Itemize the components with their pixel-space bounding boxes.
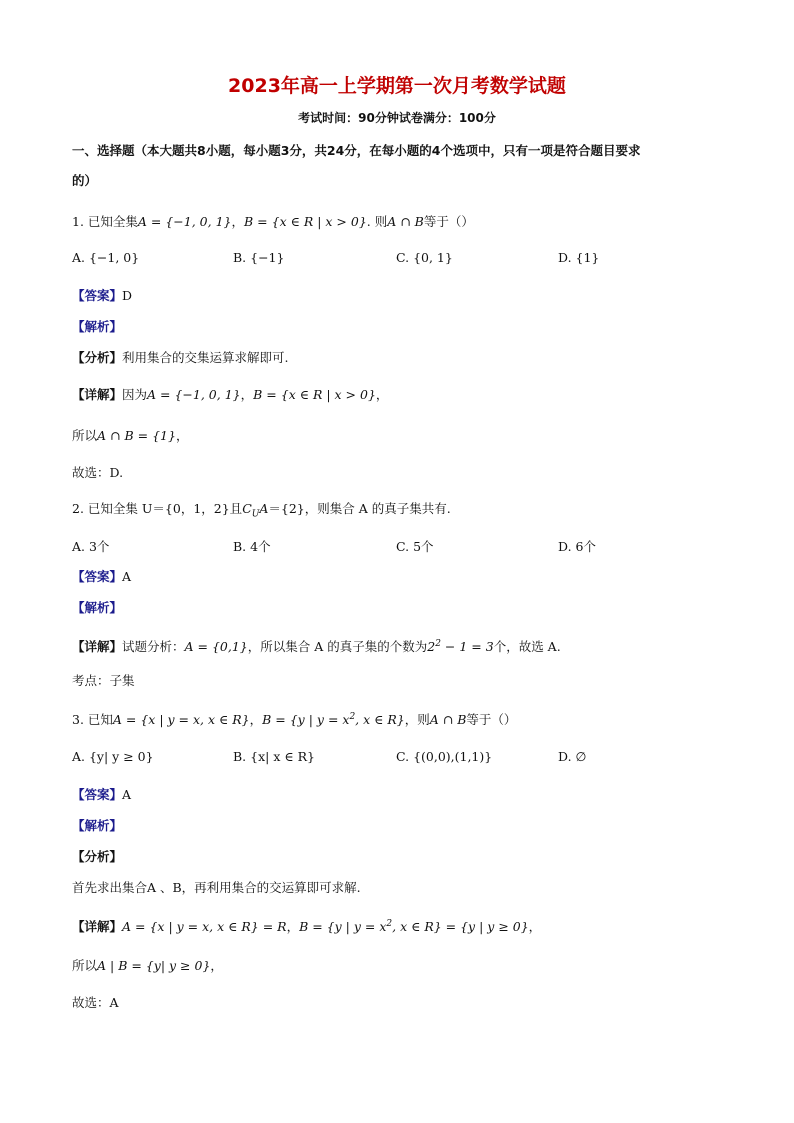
q1-option-b: B. {−1} — [233, 250, 285, 265]
q3-option-a: A. {y| y ≥ 0} — [72, 749, 154, 764]
section-heading-cont: 的） — [72, 173, 98, 188]
q3-detail: 【详解】A = {x | y = x, x ∈ R} = R，B = {y | $y = x^2$, x ∈ R} = {y | y ≥ 0}， — [72, 919, 542, 935]
q3-result: 所以A | B = {y| y ≥ 0}， — [72, 958, 223, 973]
q3-choose: 故选：A — [72, 995, 119, 1010]
q3-option-c: C. {(0,0),(1,1)} — [396, 749, 493, 764]
q1-analysis-label: 【解析】 — [72, 319, 123, 334]
q3-answer: 【答案】A — [72, 787, 132, 802]
q2-kaodian: 考点：子集 — [72, 673, 135, 688]
q3-analysis-label: 【解析】 — [72, 818, 123, 833]
q1-answer: 【答案】D — [72, 288, 133, 303]
q1-option-a: A. {−1, 0} — [72, 250, 140, 265]
q2-option-d: D. 6个 — [558, 539, 596, 554]
q2-answer: 【答案】A — [72, 569, 132, 584]
q3-option-d: D. ∅ — [558, 749, 587, 764]
q1-option-c: C. {0, 1} — [396, 250, 453, 265]
q2-option-a: A. 3个 — [72, 539, 110, 554]
q2-option-b: B. 4个 — [233, 539, 271, 554]
q1-choose: 故选：D. — [72, 465, 124, 480]
q3-fenxi-label: 【分析】 — [72, 849, 123, 864]
q2-option-c: C. 5个 — [396, 539, 434, 554]
question-3-stem: 3. 已知A = {x | y = x, x ∈ R}，B = {y | $y = x^2$, x ∈ R}，则A ∩ B等于（） — [72, 712, 517, 728]
q2-analysis-label: 【解析】 — [72, 600, 123, 615]
section-heading: 一、选择题（本大题共8小题，每小题3分，共24分，在每小题的4个选项中，只有一项是符合题目要求 — [72, 143, 641, 158]
question-2-stem: 2. 已知全集 U＝{0，1，2}且$C_UA=\{2\}$，则集合 A 的真子集共有. — [72, 501, 451, 520]
question-1-stem: 1. 已知全集A = {−1, 0, 1}，B = {x ∈ R | x > 0}. 则A ∩ B等于（） — [72, 214, 474, 229]
q1-result: 所以A ∩ B = {1}， — [72, 428, 189, 443]
q1-option-d: D. {1} — [558, 250, 600, 265]
exam-info: 考试时间：90分钟试卷满分：100分 — [298, 111, 496, 125]
page-title: 2023年高一上学期第一次月考数学试题 — [228, 75, 566, 97]
q1-fenxi: 【分析】利用集合的交集运算求解即可. — [72, 350, 289, 365]
q1-detail: 【详解】因为A = {−1, 0, 1}，B = {x ∈ R | x > 0}， — [72, 387, 389, 402]
q2-detail: 【详解】试题分析：A = {0,1}，所以集合 A 的真子集的个数为$2^2 - 1 = 3$个，故选 A. — [72, 639, 561, 655]
q3-option-b: B. {x| x ∈ R} — [233, 749, 315, 764]
q3-fenxi-text: 首先求出集合A 、B，再利用集合的交运算即可求解. — [72, 880, 361, 895]
